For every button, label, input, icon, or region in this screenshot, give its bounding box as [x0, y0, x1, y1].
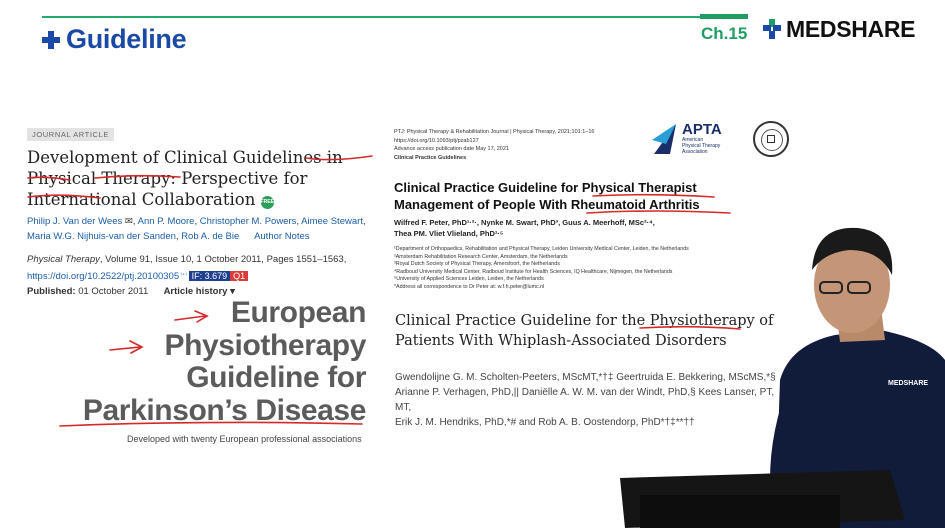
eu-title-line: Physiotherapy — [164, 328, 366, 362]
apta-sub-line: American — [682, 137, 704, 143]
journal-name: Physical Therapy — [27, 254, 100, 265]
affiliation-line: ⁵University of Applied Sciences Leiden, Leiden, the Netherlands — [394, 276, 544, 283]
author-link[interactable]: Christopher M. Powers — [199, 216, 297, 227]
apta-sub-line: Physical Therapy — [682, 143, 721, 149]
whiplash-author-line: Gwendolijne G. M. Scholten-Peeters, MScMT,*†‡ Geertruida E. Bekkering, MScMS,*§ — [395, 372, 776, 383]
published-label: Published: — [27, 286, 76, 297]
envelope-icon[interactable]: ✉ — [124, 216, 133, 227]
ptj-meta-line: PTJ: Physical Therapy & Rehabilitation Journal | Physical Therapy, 2021;101:1–16 — [394, 129, 595, 135]
article-title-text: Development of Clinical Guidelines in Physical Therapy: Perspective for International Collaboration — [27, 148, 343, 209]
whiplash-title-line: Patients With Whiplash-Associated Disorders — [395, 333, 727, 349]
impact-factor-badge: IF: 3.679 — [189, 271, 231, 281]
brand-title: Guideline — [66, 24, 187, 54]
affiliation-line: ¹Department of Orthopaedics, Rehabilitation and Physical Therapy, Leiden University Medical Center, Leiden, the Netherlands — [394, 246, 689, 252]
apta-sub-line: Association — [682, 149, 708, 155]
citation: Physical Therapy, Volume 91, Issue 10, 1 October 2011, Pages 1551–1563, https://doi.org/10.2522/ptj.20100305 ⁽⁺⁾ IF: 3.679 Q1 — [27, 254, 347, 282]
ptj-authors-line: Thea PM. Vliet Vlieland, PhD¹·⁵ — [394, 229, 504, 238]
doi-link[interactable]: https://doi.org/10.2522/ptj.20100305 — [27, 271, 180, 282]
affiliation-line: *Address all correspondence to Dr Peter at: w.f.h.peter@lumc.nl — [394, 283, 545, 290]
ptj-authors-line: Wilfred F. Peter, PhD¹·²·, Nynke M. Swart, PhD³, Guus A. Meerhoff, MSc²·⁴, — [394, 218, 655, 227]
ptj-meta-line: Advance access publication date May 17, 2021 — [394, 146, 509, 152]
whiplash-title-line: Clinical Practice Guideline for the Physiotherapy of — [395, 313, 774, 329]
author-link[interactable]: Aimee Stewart — [301, 216, 363, 227]
eu-title-line: Guideline for — [186, 361, 366, 394]
whiplash-author-line: Arianne P. Verhagen, PhD,|| Daniëlle A. W. M. van der Windt, PhD,§ Kees Lanser, PT, MT, — [395, 387, 775, 413]
eu-subtitle: Developed with twenty European professional associations — [127, 434, 362, 444]
affiliation-line: ³Royal Dutch Society of Physical Therapy, Amersfoort, the Netherlands — [394, 261, 560, 268]
free-access-icon: FREE — [261, 196, 274, 209]
journal-article-badge: JOURNAL ARTICLE — [27, 128, 114, 141]
whiplash-author-line: Erik J. M. Hendriks, PhD,*# and Rob A. B. Oostendorp, PhD*†‡**†† — [395, 417, 695, 428]
medshare-logo-text: MEDSHARE — [786, 16, 916, 42]
author-link[interactable]: Philip J. Van der Wees — [27, 216, 123, 227]
affiliation-line: ²Amsterdam Rehabilitation Research Center, Amsterdam, the Netherlands — [394, 253, 568, 260]
ptj-meta-line: https://doi.org/10.1093/ptj/pzab127 — [394, 137, 479, 144]
affiliation-line: ⁴Radboud University Medical Center, Radboud Institute for Health Sciences, IQ Healthcare, Nijmegen, the Netherlands — [394, 268, 673, 275]
author-list: Philip J. Van der Wees ✉, Ann P. Moore, Christopher M. Powers, Aimee Stewart, Maria W.G. Nijhuis-van der Sanden, Rob A. de Bie Author Notes — [27, 216, 366, 242]
author-notes-link[interactable]: Author Notes — [254, 231, 310, 242]
ptj-article-title: Clinical Practice Guideline for Physical Therapist Management of People With Rheumatoid Arthritis — [394, 180, 700, 212]
published-date: 01 October 2011 — [78, 286, 149, 297]
chapter-label: Ch.15 — [701, 24, 748, 43]
eu-title-line: European — [230, 296, 366, 329]
eu-title-line: Parkinson’s Disease — [82, 393, 366, 427]
apta-name: APTA — [682, 121, 722, 138]
citation-details: , Volume 91, Issue 10, 1 October 2011, Pages 1551–1563, — [99, 254, 347, 265]
author-link[interactable]: Rob A. de Bie — [181, 231, 240, 242]
author-link[interactable]: Ann P. Moore — [137, 216, 195, 227]
article-history-toggle[interactable]: Article history ▾ — [163, 286, 235, 297]
ptj-section: Clinical Practice Guidelines — [394, 154, 467, 161]
quartile-badge: Q1 — [230, 271, 248, 281]
svg-text:MEDSHARE: MEDSHARE — [888, 380, 929, 387]
author-link[interactable]: Maria W.G. Nijhuis-van der Sanden — [27, 231, 176, 242]
